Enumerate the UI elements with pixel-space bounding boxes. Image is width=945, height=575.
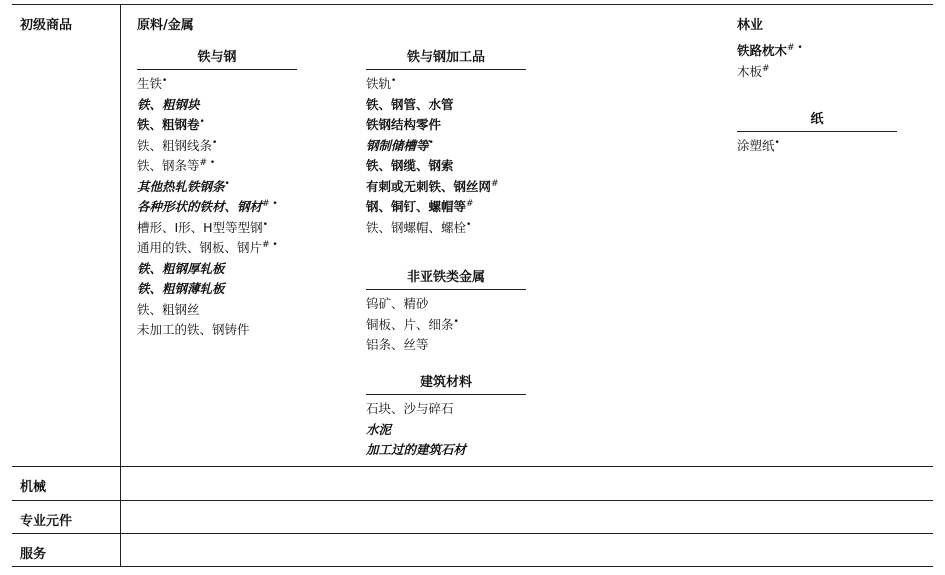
raw-materials-title: 原料/金属 bbox=[137, 18, 194, 33]
building-materials-list bbox=[366, 399, 526, 461]
nonferrous-title: 非亚铁类金属 bbox=[366, 266, 526, 290]
nonferrous-column bbox=[366, 266, 526, 356]
iron-steel-products-list bbox=[366, 74, 526, 238]
list-item-text: 未加工的铁、钢铸件 bbox=[137, 322, 250, 337]
footnote-mark: • bbox=[453, 316, 459, 327]
list-item bbox=[137, 238, 297, 259]
list-item bbox=[137, 177, 297, 198]
list-item-text: 铜板、片、细条 bbox=[366, 316, 454, 332]
paper-column bbox=[737, 108, 897, 157]
list-item-text: 铁、粗钢块 bbox=[137, 96, 200, 112]
list-item bbox=[137, 136, 297, 157]
list-item bbox=[366, 218, 526, 239]
list-item-text: 木板 bbox=[737, 63, 763, 79]
list-item bbox=[366, 197, 526, 218]
footnote-mark: # • bbox=[787, 42, 803, 53]
list-item-text: 生铁 bbox=[137, 76, 163, 91]
list-item-text: 铁、粗钢薄轧板 bbox=[137, 281, 225, 296]
list-item-text: 铁、钢螺帽、螺栓 bbox=[366, 219, 467, 235]
list-item bbox=[737, 136, 897, 157]
list-item-text: 其他热轧铁钢条 bbox=[137, 178, 225, 194]
iron-steel-products-column bbox=[366, 46, 526, 238]
list-item-text: 槽形、I形、H型等型钢 bbox=[137, 219, 263, 235]
building-materials-column bbox=[366, 371, 526, 461]
row-label-services: 服务 bbox=[20, 547, 47, 562]
footnote-mark: • bbox=[262, 219, 268, 230]
list-item-text: 钨矿、精砂 bbox=[366, 296, 429, 311]
footnote-mark: • bbox=[391, 75, 397, 86]
list-item-text: 涂塑纸 bbox=[737, 138, 775, 153]
forestry-column bbox=[737, 14, 897, 82]
footnote-mark: # bbox=[491, 178, 499, 189]
footnote-mark: • bbox=[774, 137, 780, 148]
list-item-text: 铝条、丝等 bbox=[366, 337, 429, 352]
list-item-text: 铁、钢条等 bbox=[137, 158, 200, 173]
row-label-components: 专业元件 bbox=[20, 514, 73, 529]
list-item bbox=[366, 315, 526, 336]
table-bottom-border bbox=[12, 566, 933, 567]
list-item-text: 铁、粗钢卷 bbox=[137, 117, 200, 132]
list-item bbox=[366, 399, 526, 420]
list-item bbox=[366, 74, 526, 95]
list-item bbox=[137, 197, 297, 218]
footnote-mark: • bbox=[162, 75, 168, 86]
footnote-mark: # bbox=[762, 63, 770, 74]
list-item-text: 铁路枕木 bbox=[737, 43, 788, 58]
list-item bbox=[137, 156, 297, 177]
list-item bbox=[137, 115, 297, 136]
label-column-divider bbox=[120, 4, 121, 566]
list-item bbox=[737, 41, 897, 62]
list-item-text: 铁钢结构零件 bbox=[366, 117, 442, 132]
paper-list bbox=[737, 136, 897, 157]
footnote-mark: • bbox=[224, 178, 230, 189]
paper-title: 纸 bbox=[737, 108, 897, 132]
iron-steel-column bbox=[137, 46, 297, 341]
footnote-mark: # bbox=[466, 198, 474, 209]
forestry-title: 林业 bbox=[737, 18, 764, 33]
list-item bbox=[137, 300, 297, 321]
list-item bbox=[137, 320, 297, 341]
list-item bbox=[366, 136, 526, 157]
forestry-list bbox=[737, 41, 897, 82]
row-divider-machinery bbox=[12, 466, 933, 467]
list-item bbox=[366, 95, 526, 116]
footnote-mark: # • bbox=[262, 198, 278, 209]
list-item bbox=[137, 218, 297, 239]
iron-steel-list bbox=[137, 74, 297, 341]
table-top-border bbox=[12, 4, 933, 5]
list-item-text: 水泥 bbox=[366, 421, 392, 437]
row-divider-services bbox=[12, 533, 933, 534]
list-item-text: 钢制储槽等 bbox=[366, 137, 429, 153]
row-label-machinery: 机械 bbox=[20, 480, 47, 495]
footnote-mark: # • bbox=[262, 239, 278, 250]
list-item-text: 石块、沙与碎石 bbox=[366, 401, 454, 416]
list-item bbox=[366, 335, 526, 356]
list-item bbox=[737, 62, 897, 83]
row-label-primary-goods: 初级商品 bbox=[20, 18, 73, 33]
list-item-text: 铁、钢缆、钢索 bbox=[366, 158, 454, 173]
list-item bbox=[137, 279, 297, 300]
list-item bbox=[137, 259, 297, 280]
list-item bbox=[366, 115, 526, 136]
nonferrous-list bbox=[366, 294, 526, 356]
list-item-text: 钢、铜钉、螺帽等 bbox=[366, 199, 467, 214]
list-item-text: 铁、粗钢丝 bbox=[137, 301, 200, 317]
list-item-text: 铁轨 bbox=[366, 76, 392, 91]
footnote-mark: • bbox=[212, 137, 218, 148]
list-item bbox=[137, 74, 297, 95]
list-item-text: 有刺或无刺铁、钢丝网 bbox=[366, 178, 492, 194]
list-item bbox=[366, 420, 526, 441]
building-materials-title: 建筑材料 bbox=[366, 371, 526, 395]
footnote-mark: • bbox=[466, 219, 472, 230]
list-item bbox=[366, 294, 526, 315]
list-item-text: 铁、钢管、水管 bbox=[366, 96, 454, 112]
footnote-mark: • bbox=[428, 137, 434, 148]
list-item-text: 加工过的建筑石材 bbox=[366, 442, 467, 457]
list-item-text: 通用的铁、钢板、钢片 bbox=[137, 240, 263, 255]
list-item-text: 各种形状的铁材、钢材 bbox=[137, 199, 263, 214]
list-item bbox=[366, 177, 526, 198]
row-divider-components bbox=[12, 500, 933, 501]
iron-steel-title: 铁与钢 bbox=[137, 46, 297, 70]
list-item bbox=[137, 95, 297, 116]
footnote-mark: • bbox=[199, 116, 205, 127]
footnote-mark: # • bbox=[199, 157, 216, 168]
iron-steel-products-title: 铁与钢加工品 bbox=[366, 46, 526, 70]
list-item-text: 铁、粗钢厚轧板 bbox=[137, 260, 225, 276]
list-item bbox=[366, 440, 526, 461]
list-item-text: 铁、粗钢线条 bbox=[137, 137, 213, 153]
list-item bbox=[366, 156, 526, 177]
